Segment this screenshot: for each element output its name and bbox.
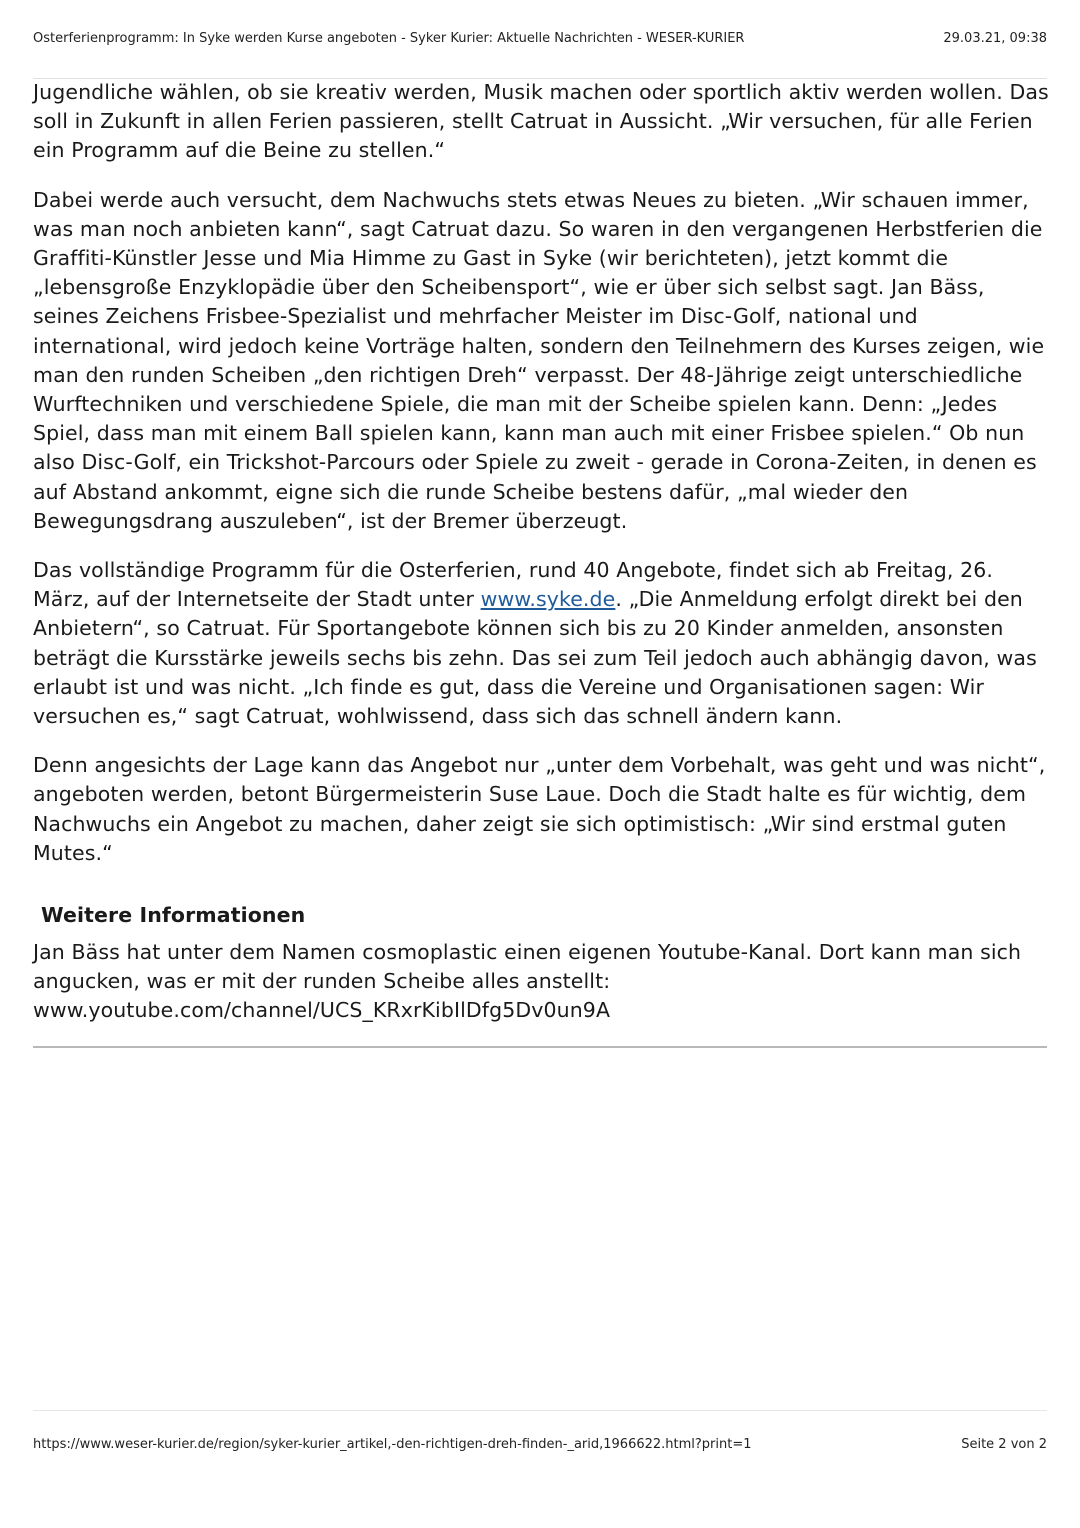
article-body: [33, 78, 1049, 1048]
print-datetime: 29.03.21, 09:38: [943, 31, 1047, 46]
article-paragraph-3: [33, 556, 1049, 731]
youtube-channel-url: www.youtube.com/channel/UCS_KRxrKibIlDfg5Dv0un9A: [33, 998, 611, 1023]
page-number: Seite 2 von 2: [961, 1437, 1047, 1452]
document-title: Osterferienprogramm: In Syke werden Kurse angeboten - Syker Kurier: Aktuelle Nachrichten - WESER-KURIER: [33, 31, 745, 46]
info-box-text: [33, 938, 1049, 1026]
paragraph-3-text-after: . „Die Anmeldung erfolgt direkt bei den Anbietern“, so Catruat. Für Sportangebote können sich bis zu 20 Kinder anmelden, ansonsten beträgt die Kursstärke jeweils sechs bis zehn. Das sei zum Teil jedoch auch abhängig davon, was erlaubt ist und was nicht. „Ich finde es gut, dass die Vereine und Organisationen sagen: Wir versuchen es,“ sagt Catruat, wohlwissend, dass sich das schnell ändern kann.: [33, 587, 1037, 729]
article-paragraph-2: Dabei werde auch versucht, dem Nachwuchs stets etwas Neues zu bieten. „Wir schauen immer, was man noch anbieten kann“, sagt Catruat dazu. So waren in den vergangenen Herbstferien die Graffiti-Künstler Jesse und Mia Himme zu Gast in Syke (wir berichteten), jetzt kommt die „lebensgroße Enzyklopädie über den Scheibensport“, wie er über sich selbst sagt. Jan Bäss, seines Zeichens Frisbee-Spezialist und mehrfacher Meister im Disc-Golf, national und international, wird jedoch keine Vorträge halten, sondern den Teilnehmern des Kurses zeigen, wie man den runden Scheiben „den richtigen Dreh“ verpasst. Der 48-Jährige zeigt unterschiedliche Wurftechniken und verschiedene Spiele, die man mit der Scheibe spielen kann. Denn: „Jedes Spiel, dass man mit einem Ball spielen kann, kann man auch mit einer Frisbee spielen.“ Ob nun also Disc-Golf, ein Trickshot-Parcours oder Spiele zu zweit - gerade in Corona-Zeiten, in denen es auf Abstand ankommt, eigne sich die runde Scheibe bestens dafür, „mal wieder den Bewegungsdrang auszuleben“, ist der Bremer überzeugt.: [33, 187, 1045, 533]
article-paragraph-1: Jugendliche wählen, ob sie kreativ werden, Musik machen oder sportlich aktiv werden wollen. Das soll in Zukunft in allen Ferien passieren, stellt Catruat in Aussicht. „Wir versuchen, für alle Ferien ein Programm auf die Beine zu stellen.“: [33, 80, 1049, 163]
article-end-divider: [33, 1046, 1047, 1048]
print-header: [33, 31, 1047, 46]
paragraph-3-text-before: Das vollständige Programm für die Osterferien, rund 40 Angebote, findet sich ab Freitag, 26. März, auf der Internetseite der Stadt unter: [33, 558, 993, 612]
article-paragraph-4: Denn angesichts der Lage kann das Angebot nur „unter dem Vorbehalt, was geht und was nicht“, angeboten werden, betont Bürgermeisterin Suse Laue. Doch die Stadt halte es für wichtig, dem Nachwuchs ein Angebot zu machen, daher zeigt sie sich optimistisch: „Wir sind erstmal guten Mutes.“: [33, 753, 1046, 865]
page-url: https://www.weser-kurier.de/region/syker-kurier_artikel,-den-richtigen-dreh-finden-_arid,1966622.html?print=1: [33, 1437, 752, 1452]
info-box-description: Jan Bäss hat unter dem Namen cosmoplastic einen eigenen Youtube-Kanal. Dort kann man sich angucken, was er mit der runden Scheibe alles anstellt:: [33, 940, 1022, 994]
syke-website-link[interactable]: www.syke.de: [480, 587, 616, 612]
footer-divider: [33, 1410, 1047, 1411]
print-footer: [33, 1437, 1047, 1452]
info-box-heading: Weitere Informationen: [41, 903, 306, 928]
